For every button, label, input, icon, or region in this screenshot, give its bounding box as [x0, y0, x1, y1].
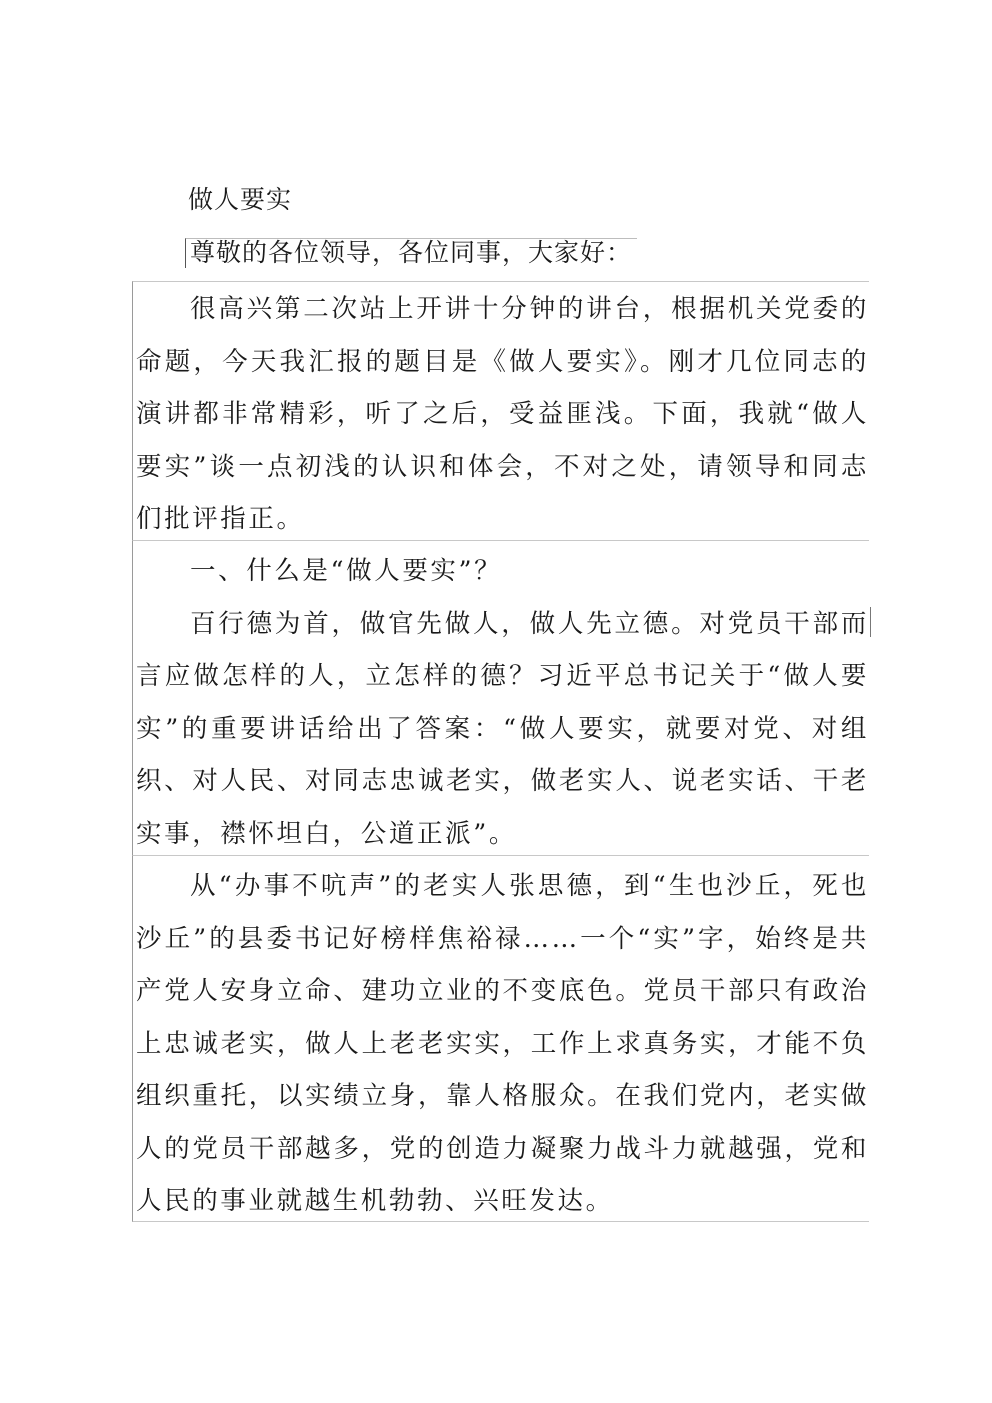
greeting-box [185, 238, 637, 268]
greeting-text: 尊敬的各位领导，各位同事，大家好： [190, 238, 633, 267]
document-title: 做人要实 [188, 185, 293, 214]
intro-block [132, 281, 869, 541]
section-1-continued-block [132, 856, 869, 1222]
section-1-paragraph-1: 百行德为首，做官先做人，做人先立德。对党员干部而言应做怎样的人，立怎样的德？习近平总书记关于“做人要实”的重要讲话给出了答案：“做人要实，就要对党、对组织、对人民、对同志忠诚老实，做老实人、说老实话、干老实事，襟怀坦白，公道正派”。 [136, 608, 869, 849]
intro-paragraph: 很高兴第二次站上开讲十分钟的讲台，根据机关党委的命题，今天我汇报的题目是《做人要实》。刚才几位同志的演讲都非常精彩，听了之后，受益匪浅。下面，我就“做人要实”谈一点初浅的认识和体会，不对之处，请领导和同志们批评指正。 [136, 294, 869, 534]
section-1-heading: 一、什么是“做人要实”？ [190, 556, 503, 586]
section-1-paragraph-2: 从“办事不吭声”的老实人张思德，到“生也沙丘，死也沙丘”的县委书记好榜样焦裕禄……一个“实”字，始终是共产党人安身立命、建功立业的不变底色。党员干部只有政治上忠诚老实，做人上老老实实，工作上求真务实，才能不负组织重托，以实绩立身，靠人格服众。在我们党内，老实做人的党员干部越多，党的创造力凝聚力战斗力就越强，党和人民的事业就越生机勃勃、兴旺发达。 [136, 871, 869, 1216]
margin-tick [870, 607, 871, 637]
section-1-block [132, 541, 869, 856]
